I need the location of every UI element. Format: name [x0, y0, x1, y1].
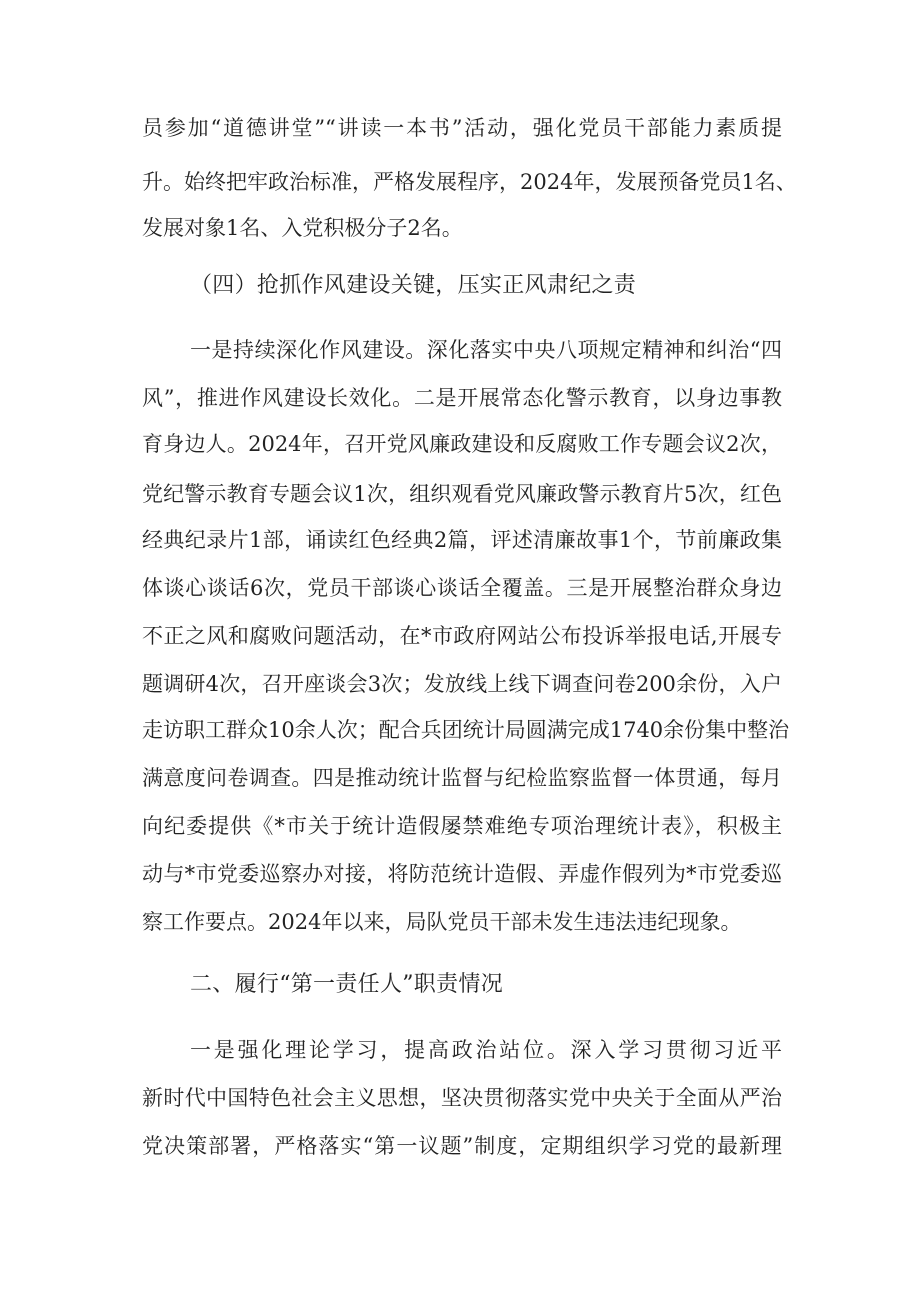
paragraph-1-line-1: 员参加“道德讲堂”“讲读一本书”活动，强化党员干部能力素质提	[142, 116, 782, 140]
paragraph-2-line-1: 一是持续深化作风建设。深化落实中央八项规定精神和纠治“四	[190, 338, 782, 362]
paragraph-1-line-2: 升。始终把牢政治标准，严格发展程序，2024年，发展预备党员1名、	[142, 170, 797, 194]
paragraph-2-line-13: 察工作要点。2024年以来，局队党员干部未发生违法违纪现象。	[142, 910, 742, 934]
paragraph-2-line-9: 走访职工群众10余人次；配合兵团统计局圆满完成1740余份集中整治	[142, 718, 790, 742]
paragraph-3-line-2: 新时代中国特色社会主义思想，坚决贯彻落实党中央关于全面从严治	[142, 1086, 782, 1110]
paragraph-2-line-12: 动与*市党委巡察办对接，将防范统计造假、弄虚作假列为*市党委巡	[142, 862, 782, 886]
paragraph-2-line-10: 满意度问卷调查。四是推动统计监督与纪检监察监督一体贯通，每月	[142, 766, 782, 790]
paragraph-2-line-5: 经典纪录片1部，诵读红色经典2篇，评述清廉故事1个，节前廉政集	[142, 528, 782, 552]
paragraph-2-line-3: 育身边人。2024年，召开党风廉政建设和反腐败工作专题会议2次，	[142, 432, 782, 456]
paragraph-2-line-4: 党纪警示教育专题会议1次，组织观看党风廉政警示教育片5次，红色	[142, 482, 782, 506]
paragraph-2-line-8: 题调研4次，召开座谈会3次；发放线上线下调查问卷200余份，入户	[142, 672, 782, 696]
paragraph-2-line-7: 不正之风和腐败问题活动，在*市政府网站公布投诉举报电话,开展专	[142, 624, 782, 648]
paragraph-3-line-3: 党决策部署，严格落实“第一议题”制度，定期组织学习党的最新理	[142, 1134, 782, 1158]
paragraph-2-line-11: 向纪委提供《*市关于统计造假屡禁难绝专项治理统计表》，积极主	[142, 814, 782, 838]
section-4-heading: （四）抢抓作风建设关键，压实正风肃纪之责	[190, 273, 637, 298]
paragraph-2-line-6: 体谈心谈话6次，党员干部谈心谈话全覆盖。三是开展整治群众身边	[142, 576, 782, 600]
paragraph-1-line-3: 发展对象1名、入党积极分子2名。	[142, 216, 463, 240]
paragraph-2-line-2: 风”，推进作风建设长效化。二是开展常态化警示教育，以身边事教	[142, 386, 782, 410]
section-2-heading: 二、履行“第一责任人”职责情况	[190, 972, 503, 997]
paragraph-3-line-1: 一是强化理论学习，提高政治站位。深入学习贯彻习近平	[190, 1038, 782, 1062]
